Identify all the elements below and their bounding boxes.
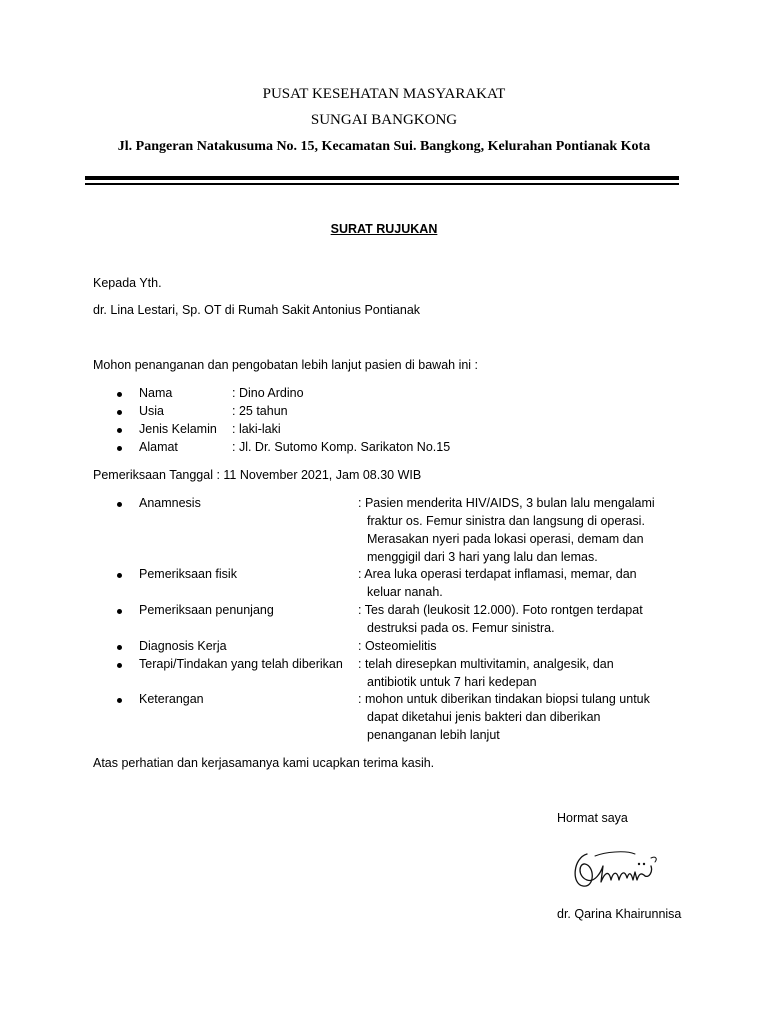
header-rule-thin [85,183,679,185]
handwritten-signature [565,836,675,894]
header-rule-thick [85,176,679,180]
bullet-icon [117,410,122,415]
patient-label: Nama [139,386,173,400]
patient-label: Alamat [139,440,178,454]
recipient-name: dr. Lina Lestari, Sp. OT di Rumah Sakit Antonius Pontianak [93,303,421,317]
patient-value: : Dino Ardino [232,386,304,400]
exam-date: Pemeriksaan Tanggal : 11 November 2021, Jam 08.30 WIB [93,468,422,482]
finding-label: Terapi/Tindakan yang telah diberikan [139,657,343,671]
bullet-icon [117,573,122,578]
finding-label: Diagnosis Kerja [139,639,227,653]
bullet-icon [117,698,122,703]
finding-line: Merasakan nyeri pada lokasi operasi, demam dan [367,532,644,546]
finding-label: Pemeriksaan fisik [139,567,237,581]
finding-label: Anamnesis [139,496,201,510]
patient-label: Usia [139,404,165,418]
bullet-icon [117,663,122,668]
bullet-icon [117,502,122,507]
finding-line: : Pasien menderita HIV/AIDS, 3 bulan lalu mengalami [358,496,655,510]
finding-label: Pemeriksaan penunjang [139,603,274,617]
regards-text: Hormat saya [557,811,628,825]
finding-line: : mohon untuk diberikan tindakan biopsi tulang untuk [358,692,650,706]
finding-line: antibiotik untuk 7 hari kedepan [367,675,537,689]
finding-label: Keterangan [139,692,204,706]
finding-line: keluar nanah. [367,585,443,599]
patient-value: : laki-laki [232,422,281,436]
finding-line: penanganan lebih lanjut [367,728,500,742]
finding-line: : Area luka operasi terdapat inflamasi, memar, dan [358,567,637,581]
signatory-name: dr. Qarina Khairunnisa [557,907,682,921]
finding-line: menggigil dari 3 hari yang lalu dan lemas. [367,550,598,564]
bullet-icon [117,428,122,433]
institution-address: Jl. Pangeran Natakusuma No. 15, Kecamatan Sui. Bangkong, Kelurahan Pontianak Kota [117,139,651,154]
finding-line: : Osteomielitis [358,639,437,653]
finding-line: dapat diketahui jenis bakteri dan diberikan [367,710,601,724]
bullet-icon [117,609,122,614]
patient-value: : 25 tahun [232,404,288,418]
recipient-greeting: Kepada Yth. [93,276,162,290]
patient-value: : Jl. Dr. Sutomo Komp. Sarikaton No.15 [232,440,451,454]
institution-name: PUSAT KESEHATAN MASYARAKAT [262,86,506,102]
closing-text: Atas perhatian dan kerjasamanya kami ucapkan terima kasih. [93,756,435,770]
finding-line: : Tes darah (leukosit 12.000). Foto rontgen terdapat [358,603,643,617]
intro-text: Mohon penanganan dan pengobatan lebih lanjut pasien di bawah ini : [93,358,479,372]
bullet-icon [117,645,122,650]
institution-unit: SUNGAI BANGKONG [310,112,458,128]
finding-line: : telah diresepkan multivitamin, analgesik, dan [358,657,614,671]
finding-line: fraktur os. Femur sinistra dan langsung di operasi. [367,514,645,528]
document-title: SURAT RUJUKAN [330,222,438,236]
bullet-icon [117,446,122,451]
patient-label: Jenis Kelamin [139,422,217,436]
bullet-icon [117,392,122,397]
finding-line: destruksi pada os. Femur sinistra. [367,621,555,635]
